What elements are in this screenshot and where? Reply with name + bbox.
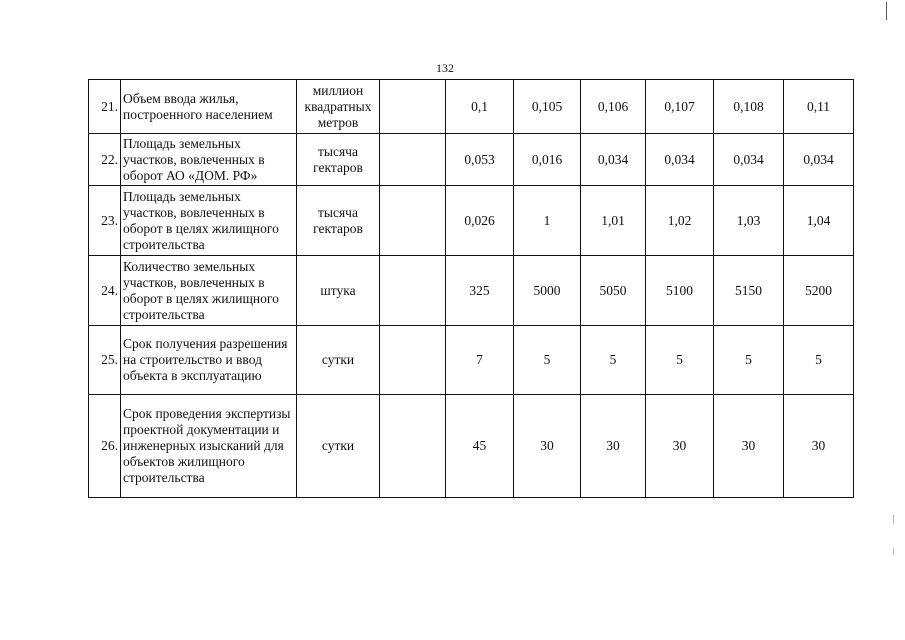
value-cell: 0,106: [581, 80, 646, 134]
unit-cell: сутки: [297, 395, 380, 498]
empty-cell: [380, 186, 446, 256]
scan-mark: [886, 2, 887, 20]
table-row: [89, 256, 854, 326]
indicators-table: [88, 79, 854, 498]
indicator-name: Объем ввода жилья, построенного населением: [121, 80, 297, 134]
value-cell: 7: [446, 326, 514, 395]
value-cell: 325: [446, 256, 514, 326]
value-cell: 0,026: [446, 186, 514, 256]
table-row: [89, 326, 854, 395]
value-cell: 5100: [646, 256, 714, 326]
value-cell: 5: [714, 326, 784, 395]
value-cell: 0,108: [714, 80, 784, 134]
unit-cell: сутки: [297, 326, 380, 395]
page-number: 132: [436, 61, 454, 75]
table-row: [89, 395, 854, 498]
unit-cell: штука: [297, 256, 380, 326]
row-number: 26.: [89, 395, 121, 498]
indicator-name: Срок проведения экспертизы проектной документации и инженерных изысканий для объектов жилищного строительства: [121, 395, 297, 498]
value-cell: 0,034: [784, 134, 854, 186]
value-cell: 5200: [784, 256, 854, 326]
row-number: 21.: [89, 80, 121, 134]
value-cell: 5050: [581, 256, 646, 326]
value-cell: 0,034: [646, 134, 714, 186]
value-cell: 0,034: [581, 134, 646, 186]
value-cell: 0,11: [784, 80, 854, 134]
row-number: 23.: [89, 186, 121, 256]
unit-cell: тысяча гектаров: [297, 186, 380, 256]
value-cell: 5150: [714, 256, 784, 326]
value-cell: 45: [446, 395, 514, 498]
value-cell: 0,1: [446, 80, 514, 134]
value-cell: 5: [514, 326, 581, 395]
value-cell: 30: [646, 395, 714, 498]
row-number: 25.: [89, 326, 121, 395]
value-cell: 0,034: [714, 134, 784, 186]
value-cell: 5000: [514, 256, 581, 326]
unit-cell: тысяча гектаров: [297, 134, 380, 186]
unit-cell: миллион квадратных метров: [297, 80, 380, 134]
value-cell: 1,04: [784, 186, 854, 256]
value-cell: 5: [784, 326, 854, 395]
value-cell: 0,016: [514, 134, 581, 186]
value-cell: 1: [514, 186, 581, 256]
value-cell: 30: [514, 395, 581, 498]
empty-cell: [380, 256, 446, 326]
empty-cell: [380, 395, 446, 498]
scan-mark: [893, 548, 894, 555]
row-number: 22.: [89, 134, 121, 186]
value-cell: 30: [714, 395, 784, 498]
table-row: [89, 80, 854, 134]
value-cell: 0,105: [514, 80, 581, 134]
value-cell: 0,107: [646, 80, 714, 134]
indicator-name: Площадь земельных участков, вовлеченных в оборот АО «ДОМ. РФ»: [121, 134, 297, 186]
value-cell: 1,02: [646, 186, 714, 256]
indicator-name: Срок получения разрешения на строительство и ввод объекта в эксплуатацию: [121, 326, 297, 395]
value-cell: 0,053: [446, 134, 514, 186]
value-cell: 30: [784, 395, 854, 498]
empty-cell: [380, 80, 446, 134]
scan-mark: [893, 515, 894, 524]
table-row: [89, 186, 854, 256]
empty-cell: [380, 134, 446, 186]
table-row: [89, 134, 854, 186]
value-cell: 5: [581, 326, 646, 395]
value-cell: 30: [581, 395, 646, 498]
value-cell: 5: [646, 326, 714, 395]
value-cell: 1,01: [581, 186, 646, 256]
empty-cell: [380, 326, 446, 395]
indicator-name: Площадь земельных участков, вовлеченных в оборот в целях жилищного строительства: [121, 186, 297, 256]
row-number: 24.: [89, 256, 121, 326]
indicator-name: Количество земельных участков, вовлеченных в оборот в целях жилищного строительства: [121, 256, 297, 326]
value-cell: 1,03: [714, 186, 784, 256]
